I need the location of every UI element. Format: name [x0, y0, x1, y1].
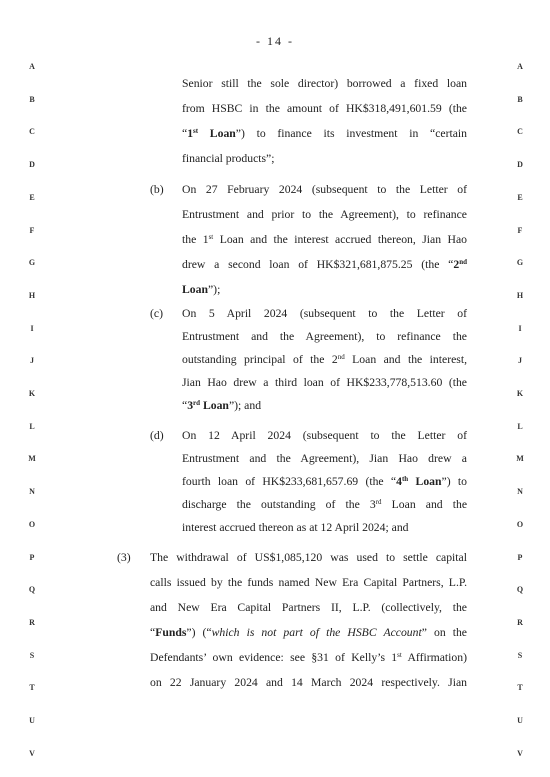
- margin-letter-left: F: [29, 225, 35, 235]
- margin-letter-right: L: [517, 421, 523, 431]
- text-line: Entrustment and the Agreement), to refinance the: [182, 330, 467, 343]
- text-line: Jian Hao drew a third loan of HK$233,778,513.60 (the: [182, 376, 467, 389]
- margin-letter-right: G: [516, 258, 524, 268]
- text-span: drew a second loan of HK$321,681,875.25 (the “: [182, 258, 454, 271]
- margin-letter-right: C: [517, 127, 523, 137]
- margin-letter-left: K: [28, 389, 36, 398]
- margin-letter-left: H: [28, 290, 36, 300]
- defined-term: Funds: [155, 626, 187, 639]
- text-line: On 5 April 2024 (subsequent to the Letter of: [182, 307, 467, 320]
- para-c-label: (c): [150, 307, 163, 320]
- margin-letter-left: M: [28, 454, 36, 464]
- margin-letter-right: J: [518, 356, 522, 366]
- defined-term: 4th Loan: [396, 475, 442, 488]
- italic-quote: which is not part of the HSBC Account: [211, 626, 422, 639]
- margin-letter-right: S: [517, 650, 523, 660]
- margin-letter-right: E: [517, 192, 523, 202]
- margin-letter-right: U: [517, 716, 523, 725]
- margin-letter-left: J: [30, 356, 34, 366]
- text-line: from HSBC in the amount of HK$318,491,601.59 (the: [182, 102, 467, 115]
- text-span: fourth loan of HK$233,681,657.69 (the “: [182, 475, 397, 488]
- margin-letter-left: R: [29, 617, 35, 627]
- text-span: ”) to finance its investment in “certain: [235, 127, 468, 140]
- text-line: on 22 January 2024 and 14 March 2024 respectively. Jian: [150, 676, 467, 689]
- text-line: Entrustment and prior to the Agreement), to refinance: [182, 208, 467, 221]
- margin-letter-right: I: [518, 323, 522, 333]
- margin-letter-right: O: [516, 519, 524, 529]
- text-line: the 1st Loan and the interest accrued thereon, Jian Hao: [182, 233, 467, 246]
- text-line: On 12 April 2024 (subsequent to the Letter of: [182, 429, 467, 442]
- defined-term: 1st Loan: [187, 127, 236, 140]
- margin-letter-left: Q: [28, 585, 36, 595]
- text-span: “: [182, 399, 188, 412]
- text-line: [182, 258, 467, 271]
- margin-letter-right: Q: [516, 585, 524, 595]
- text-line: [182, 127, 467, 140]
- margin-letter-left: V: [29, 748, 35, 758]
- margin-letter-right: M: [516, 454, 524, 464]
- text-line: Senior still the sole director) borrowed a fixed loan: [182, 77, 467, 90]
- para-d-label: (d): [150, 429, 164, 442]
- margin-letter-left: L: [29, 421, 35, 431]
- para-b-label: (b): [150, 183, 164, 196]
- margin-letter-right: A: [517, 62, 523, 71]
- margin-letter-left: N: [29, 487, 35, 497]
- text-line: [182, 399, 261, 412]
- defined-term: Loan: [182, 283, 208, 296]
- margin-letter-left: I: [30, 323, 34, 333]
- defined-term: 3rd Loan: [187, 399, 229, 412]
- margin-letter-left: G: [28, 258, 36, 268]
- text-line: outstanding principal of the 2nd Loan and the interest,: [182, 353, 467, 366]
- text-span: ”) to: [441, 475, 468, 488]
- text-line: calls issued by the funds named New Era Capital Partners, L.P.: [150, 576, 467, 589]
- page-number: - 14 -: [256, 34, 294, 48]
- text-line: financial products”;: [182, 152, 275, 165]
- margin-letter-left: P: [29, 552, 35, 562]
- margin-letter-right: D: [517, 160, 523, 170]
- text-line: On 27 February 2024 (subsequent to the Letter of: [182, 183, 467, 196]
- margin-letter-right: H: [516, 290, 524, 300]
- text-span: ” on the: [421, 626, 467, 639]
- text-span: “: [150, 626, 156, 639]
- text-line: The withdrawal of US$1,085,120 was used to settle capital: [150, 551, 467, 564]
- text-line: Defendants’ own evidence: see §31 of Kelly’s 1st Affirmation): [150, 651, 468, 664]
- margin-letter-right: R: [517, 617, 523, 627]
- margin-letter-right: K: [516, 389, 524, 398]
- para-3-label: (3): [117, 551, 131, 564]
- text-line: [182, 475, 467, 488]
- text-line: discharge the outstanding of the 3rd Loan and the: [182, 498, 468, 511]
- margin-letter-right: P: [517, 552, 523, 562]
- text-line: [150, 626, 467, 639]
- text-line: Entrustment and the Agreement), Jian Hao drew a: [182, 452, 467, 465]
- margin-letter-left: T: [29, 683, 35, 693]
- text-span: “: [182, 127, 188, 140]
- margin-letter-right: B: [517, 94, 523, 104]
- text-line: and New Era Capital Partners II, L.P. (collectively, the: [150, 601, 467, 614]
- margin-letter-right: N: [517, 487, 523, 497]
- defined-term: 2nd: [453, 258, 467, 271]
- margin-letter-left: B: [29, 94, 35, 104]
- text-line: [182, 283, 220, 296]
- margin-letter-left: E: [29, 192, 35, 202]
- text-line: interest accrued thereon as at 12 April 2024; and: [182, 521, 409, 534]
- margin-letter-right: T: [517, 683, 523, 693]
- text-span: ”);: [207, 283, 221, 296]
- margin-letter-left: D: [29, 160, 35, 170]
- margin-letter-right: V: [517, 748, 523, 758]
- margin-letter-left: C: [29, 127, 35, 137]
- text-span: ”); and: [228, 399, 262, 412]
- margin-letter-left: U: [29, 716, 35, 725]
- margin-letter-right: F: [517, 225, 523, 235]
- margin-letter-left: O: [28, 519, 36, 529]
- margin-letter-left: A: [29, 62, 35, 71]
- margin-letter-left: S: [29, 650, 35, 660]
- text-span: ”) (“: [186, 626, 212, 639]
